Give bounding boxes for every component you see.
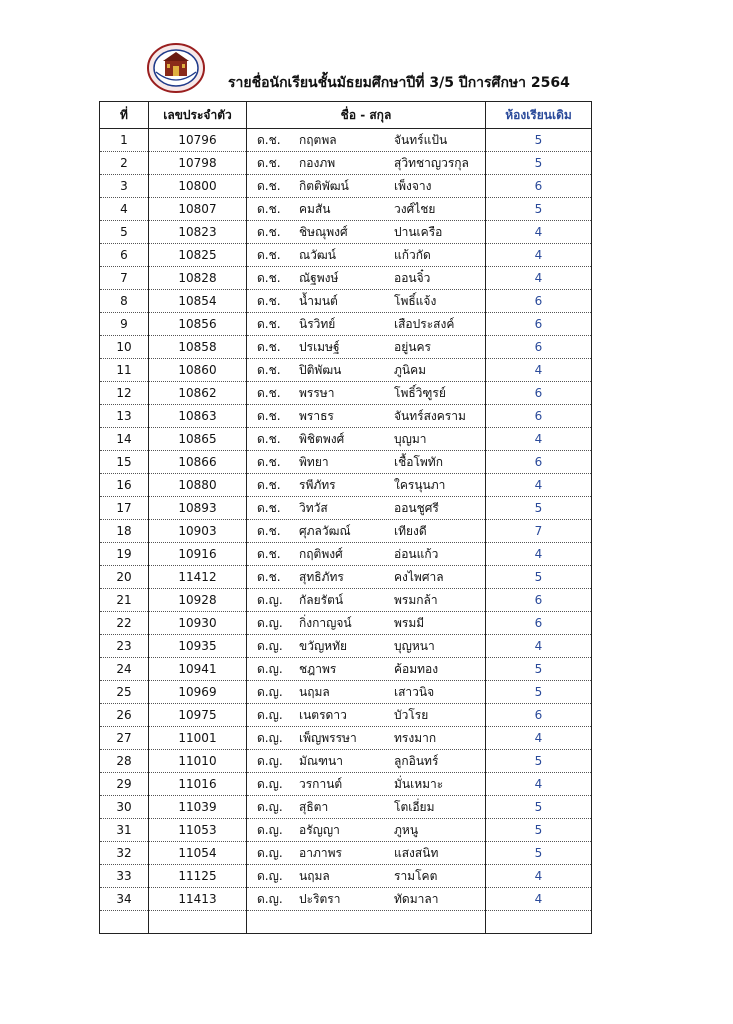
row-number: 33 xyxy=(100,865,149,888)
table-row xyxy=(100,244,592,267)
column-header-room: ห้องเรียนเดิม xyxy=(486,102,592,129)
previous-room: 6 xyxy=(486,382,592,405)
student-name-cell xyxy=(247,405,486,428)
student-id: 10893 xyxy=(149,497,247,520)
student-name-cell xyxy=(247,865,486,888)
previous-room: 6 xyxy=(486,704,592,727)
name-prefix: ด.ญ. xyxy=(257,662,283,676)
previous-room: 6 xyxy=(486,336,592,359)
student-id: 10796 xyxy=(149,129,247,152)
row-number: 19 xyxy=(100,543,149,566)
student-name-cell xyxy=(247,796,486,819)
last-name: เชื้อโพทัก xyxy=(394,455,443,469)
student-id: 11125 xyxy=(149,865,247,888)
previous-room: 5 xyxy=(486,566,592,589)
first-name: วรกานต์ xyxy=(299,777,343,791)
first-name: คมสัน xyxy=(299,202,331,216)
name-prefix: ด.ญ. xyxy=(257,892,283,906)
previous-room: 4 xyxy=(486,244,592,267)
name-prefix: ด.ช. xyxy=(257,179,281,193)
row-number: 12 xyxy=(100,382,149,405)
student-name-cell xyxy=(247,635,486,658)
student-name-cell xyxy=(247,129,486,152)
name-prefix: ด.ญ. xyxy=(257,685,283,699)
name-prefix: ด.ช. xyxy=(257,156,281,170)
row-number: 7 xyxy=(100,267,149,290)
previous-room: 5 xyxy=(486,129,592,152)
name-prefix: ด.ช. xyxy=(257,202,281,216)
first-name: ชิษณุพงศ์ xyxy=(299,225,348,239)
table-row xyxy=(100,543,592,566)
student-name-cell xyxy=(247,520,486,543)
previous-room: 4 xyxy=(486,727,592,750)
last-name: จันทร์แป้น xyxy=(394,133,448,147)
table-row xyxy=(100,221,592,244)
student-name-cell xyxy=(247,451,486,474)
previous-room: 6 xyxy=(486,589,592,612)
previous-room: 4 xyxy=(486,474,592,497)
previous-room: 4 xyxy=(486,543,592,566)
student-name-cell xyxy=(247,566,486,589)
first-name: ชฎาพร xyxy=(299,662,337,676)
student-name-cell xyxy=(247,842,486,865)
table-row xyxy=(100,175,592,198)
student-id: 10856 xyxy=(149,313,247,336)
row-number: 8 xyxy=(100,290,149,313)
name-prefix: ด.ช. xyxy=(257,225,281,239)
student-id: 10828 xyxy=(149,267,247,290)
previous-room: 5 xyxy=(486,152,592,175)
student-name-cell xyxy=(247,359,486,382)
table-row xyxy=(100,267,592,290)
student-id: 11001 xyxy=(149,727,247,750)
table-row xyxy=(100,796,592,819)
previous-room: 6 xyxy=(486,313,592,336)
last-name: ค้อมทอง xyxy=(394,662,439,676)
table-row xyxy=(100,359,592,382)
table-row xyxy=(100,612,592,635)
name-prefix: ด.ช. xyxy=(257,248,281,262)
last-name: ออนจิ๋ว xyxy=(394,271,431,285)
student-name-cell xyxy=(247,543,486,566)
last-name: บัวโรย xyxy=(394,708,429,722)
name-prefix: ด.ช. xyxy=(257,570,281,584)
empty-cell xyxy=(149,911,247,934)
first-name: สุธิตา xyxy=(299,800,329,814)
student-name-cell xyxy=(247,888,486,911)
first-name: ขวัญหทัย xyxy=(299,639,348,653)
row-number: 11 xyxy=(100,359,149,382)
table-row xyxy=(100,773,592,796)
last-name: รามโคต xyxy=(394,869,438,883)
student-name-cell xyxy=(247,681,486,704)
previous-room: 5 xyxy=(486,681,592,704)
table-row xyxy=(100,865,592,888)
student-name-cell xyxy=(247,152,486,175)
previous-room: 4 xyxy=(486,267,592,290)
last-name: โตเอี่ยม xyxy=(394,800,435,814)
name-prefix: ด.ช. xyxy=(257,455,281,469)
previous-room: 5 xyxy=(486,750,592,773)
name-prefix: ด.ญ. xyxy=(257,708,283,722)
page-title: รายชื่อนักเรียนชั้นมัธยมศึกษาปีที่ 3/5 ปีการศึกษา 2564 xyxy=(228,75,570,91)
student-name-cell xyxy=(247,819,486,842)
first-name: ณวัฒน์ xyxy=(299,248,336,262)
student-id: 10858 xyxy=(149,336,247,359)
student-id: 10865 xyxy=(149,428,247,451)
previous-room: 6 xyxy=(486,290,592,313)
first-name: กฤติพงศ์ xyxy=(299,547,343,561)
row-number: 23 xyxy=(100,635,149,658)
last-name: วงศ์ไชย xyxy=(394,202,436,216)
row-number: 31 xyxy=(100,819,149,842)
row-number: 22 xyxy=(100,612,149,635)
last-name: เทียงดี xyxy=(394,524,427,538)
name-prefix: ด.ช. xyxy=(257,432,281,446)
previous-room: 4 xyxy=(486,359,592,382)
previous-room: 5 xyxy=(486,658,592,681)
first-name: นฤมล xyxy=(299,685,330,699)
first-name: กฤตพล xyxy=(299,133,337,147)
previous-room: 5 xyxy=(486,819,592,842)
table-row xyxy=(100,704,592,727)
name-prefix: ด.ช. xyxy=(257,340,281,354)
empty-cell xyxy=(247,911,486,934)
first-name: พราธร xyxy=(299,409,334,423)
first-name: เพ็ญพรรษา xyxy=(299,731,357,745)
row-number: 32 xyxy=(100,842,149,865)
name-prefix: ด.ช. xyxy=(257,363,281,377)
first-name: อาภาพร xyxy=(299,846,342,860)
student-name-cell xyxy=(247,221,486,244)
student-id: 10975 xyxy=(149,704,247,727)
table-row xyxy=(100,888,592,911)
previous-room: 6 xyxy=(486,451,592,474)
last-name: ปานเครือ xyxy=(394,225,443,239)
name-prefix: ด.ช. xyxy=(257,501,281,515)
name-prefix: ด.ช. xyxy=(257,271,281,285)
previous-room: 4 xyxy=(486,773,592,796)
student-id: 10823 xyxy=(149,221,247,244)
row-number: 1 xyxy=(100,129,149,152)
first-name: กิ่งกาญจน์ xyxy=(299,616,352,630)
empty-cell xyxy=(486,911,592,934)
table-row xyxy=(100,290,592,313)
student-name-cell xyxy=(247,474,486,497)
student-id: 11016 xyxy=(149,773,247,796)
last-name: สุวิทชาญวรกุล xyxy=(394,156,469,170)
student-roster-table xyxy=(99,101,592,934)
name-prefix: ด.ญ. xyxy=(257,639,283,653)
row-number: 16 xyxy=(100,474,149,497)
row-number: 3 xyxy=(100,175,149,198)
name-prefix: ด.ช. xyxy=(257,547,281,561)
previous-room: 4 xyxy=(486,888,592,911)
student-id: 10916 xyxy=(149,543,247,566)
student-name-cell xyxy=(247,336,486,359)
student-id: 10935 xyxy=(149,635,247,658)
table-row xyxy=(100,589,592,612)
previous-room: 5 xyxy=(486,842,592,865)
previous-room: 5 xyxy=(486,497,592,520)
name-prefix: ด.ช. xyxy=(257,524,281,538)
name-prefix: ด.ช. xyxy=(257,317,281,331)
student-id: 10800 xyxy=(149,175,247,198)
last-name: เพ็งจาง xyxy=(394,179,432,193)
table-row xyxy=(100,382,592,405)
row-number: 29 xyxy=(100,773,149,796)
first-name: ณัฐพงษ์ xyxy=(299,271,339,285)
first-name: กัลยรัตน์ xyxy=(299,593,344,607)
first-name: พรรษา xyxy=(299,386,335,400)
student-id: 11413 xyxy=(149,888,247,911)
name-prefix: ด.ญ. xyxy=(257,869,283,883)
student-id: 11054 xyxy=(149,842,247,865)
first-name: กองภพ xyxy=(299,156,336,170)
first-name: นิรวิทย์ xyxy=(299,317,336,331)
row-number: 2 xyxy=(100,152,149,175)
column-header-name: ชื่อ - สกุล xyxy=(247,102,486,129)
previous-room: 4 xyxy=(486,428,592,451)
table-header-row xyxy=(100,102,592,129)
first-name: น้ำมนต์ xyxy=(299,294,338,308)
student-name-cell xyxy=(247,750,486,773)
row-number: 10 xyxy=(100,336,149,359)
name-prefix: ด.ช. xyxy=(257,478,281,492)
previous-room: 6 xyxy=(486,612,592,635)
table-body xyxy=(100,129,592,934)
previous-room: 4 xyxy=(486,221,592,244)
row-number: 28 xyxy=(100,750,149,773)
row-number: 9 xyxy=(100,313,149,336)
student-name-cell xyxy=(247,198,486,221)
last-name: ใครนุนภา xyxy=(394,478,446,492)
student-id: 10854 xyxy=(149,290,247,313)
empty-table-row xyxy=(100,911,592,934)
first-name: รพีภัทร xyxy=(299,478,336,492)
name-prefix: ด.ญ. xyxy=(257,593,283,607)
student-name-cell xyxy=(247,773,486,796)
student-id: 10941 xyxy=(149,658,247,681)
last-name: มั่นเหมาะ xyxy=(394,777,444,791)
student-name-cell xyxy=(247,313,486,336)
previous-room: 4 xyxy=(486,865,592,888)
last-name: ลูกอินทร์ xyxy=(394,754,439,768)
last-name: แสงสนิท xyxy=(394,846,439,860)
row-number: 27 xyxy=(100,727,149,750)
column-header-no: ที่ xyxy=(100,102,149,129)
first-name: มัณฑนา xyxy=(299,754,343,768)
student-id: 11010 xyxy=(149,750,247,773)
row-number: 34 xyxy=(100,888,149,911)
table-row xyxy=(100,635,592,658)
student-id: 10825 xyxy=(149,244,247,267)
previous-room: 5 xyxy=(486,198,592,221)
row-number: 14 xyxy=(100,428,149,451)
name-prefix: ด.ช. xyxy=(257,386,281,400)
last-name: อยู่นคร xyxy=(394,340,431,354)
row-number: 18 xyxy=(100,520,149,543)
student-id: 10862 xyxy=(149,382,247,405)
name-prefix: ด.ช. xyxy=(257,133,281,147)
table-row xyxy=(100,842,592,865)
student-name-cell xyxy=(247,727,486,750)
student-name-cell xyxy=(247,290,486,313)
last-name: เสือประสงค์ xyxy=(394,317,455,331)
student-name-cell xyxy=(247,267,486,290)
name-prefix: ด.ญ. xyxy=(257,754,283,768)
student-name-cell xyxy=(247,497,486,520)
first-name: วิทวัส xyxy=(299,501,328,515)
school-emblem-icon xyxy=(146,42,206,94)
last-name: พรมกล้า xyxy=(394,593,438,607)
last-name: เสาวนิจ xyxy=(394,685,435,699)
name-prefix: ด.ญ. xyxy=(257,846,283,860)
row-number: 5 xyxy=(100,221,149,244)
row-number: 17 xyxy=(100,497,149,520)
student-name-cell xyxy=(247,704,486,727)
row-number: 30 xyxy=(100,796,149,819)
last-name: โพธิ์แจ้ง xyxy=(394,294,437,308)
student-id: 10880 xyxy=(149,474,247,497)
student-name-cell xyxy=(247,244,486,267)
last-name: บุญมา xyxy=(394,432,427,446)
first-name: สุทธิภัทร xyxy=(299,570,344,584)
row-number: 25 xyxy=(100,681,149,704)
row-number: 15 xyxy=(100,451,149,474)
table-row xyxy=(100,750,592,773)
name-prefix: ด.ช. xyxy=(257,294,281,308)
first-name: ปิติพัฒน xyxy=(299,363,342,377)
first-name: ปรเมษฐ์ xyxy=(299,340,340,354)
student-name-cell xyxy=(247,612,486,635)
student-id: 10798 xyxy=(149,152,247,175)
name-prefix: ด.ญ. xyxy=(257,800,283,814)
previous-room: 6 xyxy=(486,405,592,428)
table-row xyxy=(100,681,592,704)
last-name: อ่อนแก้ว xyxy=(394,547,439,561)
table-row xyxy=(100,520,592,543)
student-name-cell xyxy=(247,589,486,612)
last-name: ภูหนู xyxy=(394,823,419,837)
last-name: พรมมี xyxy=(394,616,425,630)
column-header-student-id: เลขประจำตัว xyxy=(149,102,247,129)
last-name: ภูนิคม xyxy=(394,363,427,377)
last-name: ทรงมาก xyxy=(394,731,437,745)
table-row xyxy=(100,497,592,520)
previous-room: 6 xyxy=(486,175,592,198)
name-prefix: ด.ช. xyxy=(257,409,281,423)
student-name-cell xyxy=(247,658,486,681)
previous-room: 5 xyxy=(486,796,592,819)
student-id: 10807 xyxy=(149,198,247,221)
table-row xyxy=(100,428,592,451)
student-id: 10860 xyxy=(149,359,247,382)
empty-cell xyxy=(100,911,149,934)
first-name: เนตรดาว xyxy=(299,708,347,722)
row-number: 21 xyxy=(100,589,149,612)
row-number: 26 xyxy=(100,704,149,727)
student-id: 10969 xyxy=(149,681,247,704)
row-number: 20 xyxy=(100,566,149,589)
student-id: 10863 xyxy=(149,405,247,428)
last-name: โพธิ์วิฑูรย์ xyxy=(394,386,446,400)
name-prefix: ด.ญ. xyxy=(257,823,283,837)
last-name: คงไพศาล xyxy=(394,570,444,584)
first-name: กิตติพัฒน์ xyxy=(299,179,349,193)
first-name: อรัญญา xyxy=(299,823,340,837)
first-name: นฤมล xyxy=(299,869,330,883)
name-prefix: ด.ญ. xyxy=(257,777,283,791)
student-id: 11053 xyxy=(149,819,247,842)
last-name: บุญหนา xyxy=(394,639,435,653)
table-row xyxy=(100,451,592,474)
name-prefix: ด.ญ. xyxy=(257,731,283,745)
table-row xyxy=(100,658,592,681)
row-number: 24 xyxy=(100,658,149,681)
table-row xyxy=(100,727,592,750)
student-id: 10930 xyxy=(149,612,247,635)
table-row xyxy=(100,405,592,428)
student-id: 10866 xyxy=(149,451,247,474)
row-number: 4 xyxy=(100,198,149,221)
table-row xyxy=(100,152,592,175)
student-id: 11039 xyxy=(149,796,247,819)
last-name: ออนชูศรี xyxy=(394,501,439,515)
table-row xyxy=(100,313,592,336)
name-prefix: ด.ญ. xyxy=(257,616,283,630)
row-number: 13 xyxy=(100,405,149,428)
table-row xyxy=(100,198,592,221)
table-row xyxy=(100,474,592,497)
first-name: ศุภลวัฒณ์ xyxy=(299,524,351,538)
first-name: พิชิตพงศ์ xyxy=(299,432,345,446)
student-name-cell xyxy=(247,428,486,451)
first-name: ปะริตรา xyxy=(299,892,341,906)
first-name: พิทยา xyxy=(299,455,329,469)
student-name-cell xyxy=(247,382,486,405)
table-row xyxy=(100,819,592,842)
last-name: จันทร์สงคราม xyxy=(394,409,466,423)
last-name: แก้วกัด xyxy=(394,248,431,262)
row-number: 6 xyxy=(100,244,149,267)
student-id: 11412 xyxy=(149,566,247,589)
table-row xyxy=(100,566,592,589)
student-id: 10903 xyxy=(149,520,247,543)
student-name-cell xyxy=(247,175,486,198)
previous-room: 4 xyxy=(486,635,592,658)
student-id: 10928 xyxy=(149,589,247,612)
last-name: ทัดมาลา xyxy=(394,892,439,906)
table-row xyxy=(100,129,592,152)
previous-room: 7 xyxy=(486,520,592,543)
table-row xyxy=(100,336,592,359)
